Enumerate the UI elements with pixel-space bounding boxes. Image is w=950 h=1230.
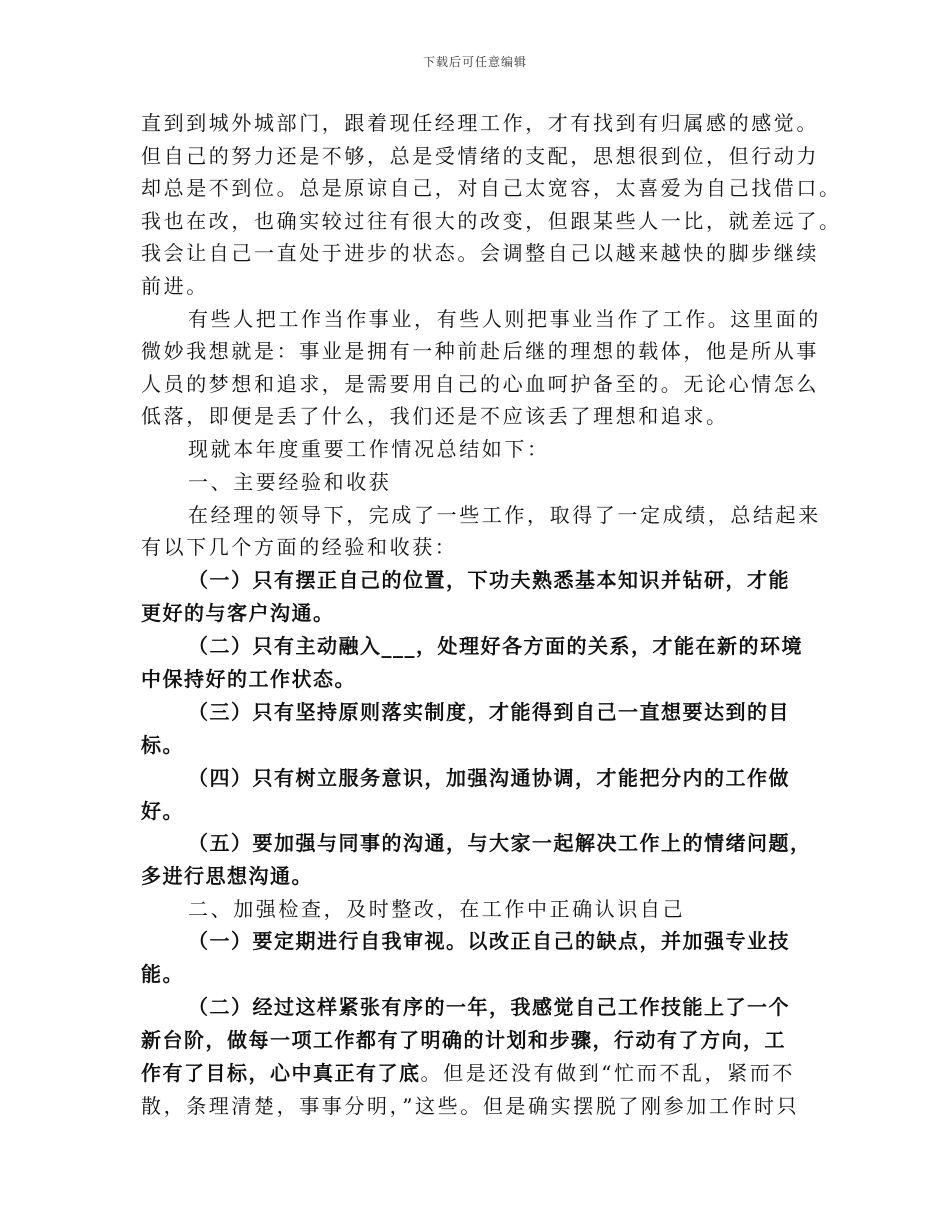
bold-point-line: （四）只有树立服务意识，加强沟通协调，才能把分内的工作做 [188,766,790,790]
page-header: 下载后可任意编辑 [422,55,527,69]
bold-point-line: （一）要定期进行自我审视。以改正自己的缺点，并加强专业技 [188,929,790,953]
paragraph-line: 低落，即便是丢了什么，我们还是不应该丢了理想和追求。 [141,404,729,428]
paragraph-line: 却总是不到位。总是原谅自己，对自己太宽容，太喜爱为自己找借口。 [141,176,842,200]
bold-point-line: 新台阶，做每一项工作都有了明确的计划和步骤，行动有了方向，工 [141,1028,786,1052]
bold-point-line: （三）只有坚持原则落实制度，才能得到自己一直想要达到的目 [188,700,790,724]
mixed-line [141,1061,795,1085]
paragraph-line: 人员的梦想和追求，是需要用自己的心血呵护备至的。无论心情怎么 [141,372,819,396]
bold-point-line: 标。 [141,733,184,757]
bold-point-line: （五）要加强与同事的沟通，与大家一起解决工作上的情绪问题， [188,831,812,855]
bold-point-line: （二）只有主动融入___，处理好各方面的关系，才能在新的环境 [188,634,803,658]
paragraph-line: 现就本年度重要工作情况总结如下： [188,437,550,461]
paragraph-line: 微妙我想就是：事业是拥有一种前赴后继的理想的载体，他是所从事 [141,339,819,363]
bold-text-run: 作有了目标，心中真正有了底 [141,1061,421,1085]
section-heading: 二、加强检查，及时整改，在工作中正确认识自己 [188,897,686,921]
bold-point-line: （二）经过这样紧张有序的一年，我感觉自己工作技能上了一个 [188,995,790,1019]
regular-text-run: 。但是还没有做到“忙而不乱，紧而不 [420,1061,795,1085]
bold-point-line: 更好的与客户沟通。 [141,601,335,625]
paragraph-line: 散，条理清楚，事事分明，”这些。但是确实摆脱了刚参加工作时只 [141,1094,800,1118]
paragraph-line: 有以下几个方面的经验和收获： [141,535,458,559]
paragraph-line: 直到到城外城部门，跟着现任经理工作，才有找到有归属感的感觉。 [141,111,819,135]
bold-point-line: 中保持好的工作状态。 [141,667,356,691]
paragraph-line: 我也在改，也确实较过往有很大的改变，但跟某些人一比，就差远了。 [141,209,842,233]
paragraph-line: 在经理的领导下，完成了一些工作，取得了一定成绩，总结起来 [188,503,821,527]
bold-point-line: 好。 [141,799,184,823]
bold-point-line: 能。 [141,962,184,986]
paragraph-line: 但自己的努力还是不够，总是受情绪的支配，思想很到位，但行动力 [141,144,819,168]
paragraph-line: 有些人把工作当作事业，有些人则把事业当作了工作。这里面的 [188,307,821,331]
paragraph-line: 我会让自己一直处于进步的状态。会调整自己以越来越快的脚步继续 [141,241,819,265]
bold-point-line: （一）只有摆正自己的位置，下功夫熟悉基本知识并钻研，才能 [188,568,790,592]
section-heading: 一、主要经验和收获 [188,470,392,494]
bold-point-line: 多进行思想沟通。 [141,864,313,888]
paragraph-line: 前进。 [141,274,209,298]
